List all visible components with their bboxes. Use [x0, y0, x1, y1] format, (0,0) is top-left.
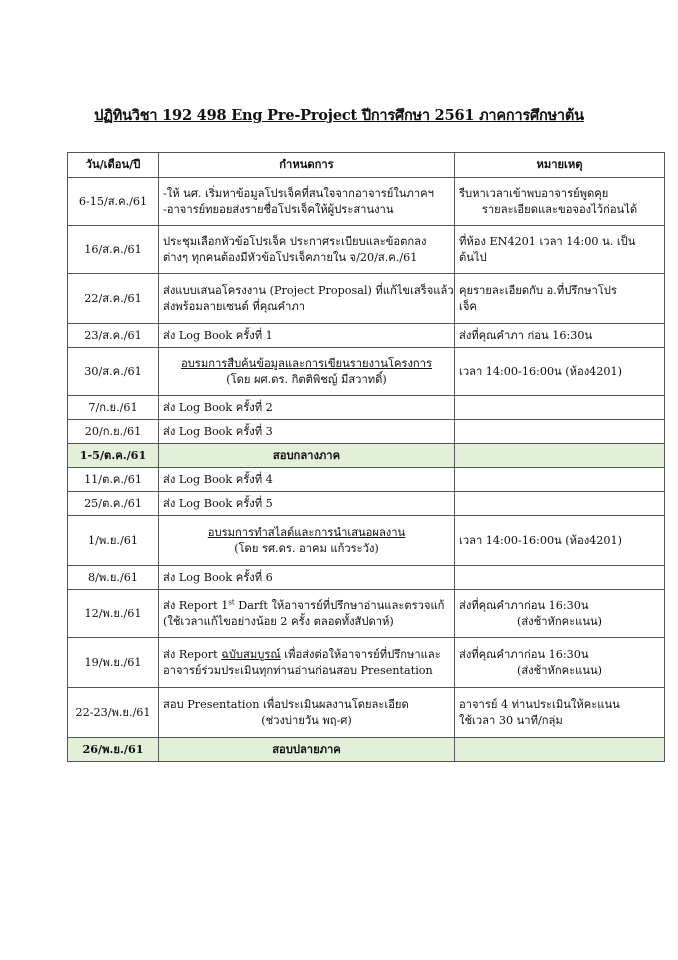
row-note [455, 226, 665, 274]
task-line: ส่ง Log Book ครั้งที่ 5 [163, 496, 273, 510]
row-date: 19/พ.ย./61 [68, 638, 159, 688]
task-line [163, 647, 450, 662]
column-header-date: วัน/เดือน/ปี [68, 153, 159, 178]
note-line: รีบหาเวลาเข้าพบอาจารย์พูดคุย [459, 187, 609, 201]
row-note [455, 492, 665, 516]
row-date: 30/ส.ค./61 [68, 348, 159, 396]
table-row [68, 468, 665, 492]
row-date: 6-15/ส.ค./61 [68, 178, 159, 226]
task-line: (ใช้เวลาแก้ไขอย่างน้อย 2 ครั้ง ตลอดทั้งสัปดาห์) [163, 614, 394, 628]
task-line: -อาจารย์ทยอยส่งรายชื่อโปรเจ็คให้ผู้ประสานงาน [163, 202, 394, 216]
table-row [68, 516, 665, 566]
row-note [455, 590, 665, 638]
row-task [159, 178, 455, 226]
row-date: 12/พ.ย./61 [68, 590, 159, 638]
task-line: ส่งพร้อมลายเซนต์ ที่คุณคำภา [163, 299, 306, 313]
task-line: (ช่วงบ่ายวัน พฤ-ศ) [261, 713, 352, 727]
row-note [455, 178, 665, 226]
table-row [68, 638, 665, 688]
task-superscript: st [228, 598, 235, 607]
table-row [68, 396, 665, 420]
note-line: ที่ห้อง EN4201 เวลา 14:00 น. เป็น [459, 235, 636, 249]
row-task [159, 492, 455, 516]
row-date: 22/ส.ค./61 [68, 274, 159, 324]
note-line: ต้นไป [459, 250, 487, 264]
row-date: 1-5/ต.ค./61 [68, 444, 159, 468]
task-line: ประชุมเลือกหัวข้อโปรเจ็ค ประกาศระเบียบและข้อตกลง [163, 235, 427, 249]
row-date: 11/ต.ค./61 [68, 468, 159, 492]
column-header-task: กำหนดการ [159, 153, 455, 178]
note-line: เจ็ค [459, 299, 477, 313]
table-row [68, 420, 665, 444]
note-line: ส่งที่คุณคำภาก่อน 16:30น [459, 648, 589, 662]
table-row [68, 492, 665, 516]
task-line: (โดย รศ.ดร. อาคม แก้วระวัง) [234, 541, 379, 555]
row-note [455, 638, 665, 688]
task-line: ส่ง Log Book ครั้งที่ 1 [163, 328, 273, 342]
row-task [159, 638, 455, 688]
task-line: ส่ง Log Book ครั้งที่ 4 [163, 472, 273, 486]
note-line: ส่งที่คุณคำภาก่อน 16:30น [459, 599, 589, 613]
table-row [68, 566, 665, 590]
task-line: -ให้ นศ. เริ่มหาข้อมูลโปรเจ็คที่สนใจจากอาจารย์ในภาคฯ [163, 187, 434, 201]
note-line: เวลา 14:00-16:00น (ห้อง4201) [459, 364, 623, 378]
row-note [455, 566, 665, 590]
row-task [159, 226, 455, 274]
row-date: 22-23/พ.ย./61 [68, 688, 159, 738]
task-line: สอบ Presentation เพื่อประเมินผลงานโดยละเอียด [163, 698, 409, 712]
exam-label: สอบกลางภาค [159, 444, 455, 468]
row-date: 7/ก.ย./61 [68, 396, 159, 420]
note-line: (ส่งช้าหักคะแนน) [516, 614, 603, 628]
row-task [159, 566, 455, 590]
note-line: รายละเอียดและขอจองไว้ก่อนได้ [481, 202, 638, 216]
table-row [68, 274, 665, 324]
task-line: ส่งแบบเสนอโครงงาน (Project Proposal) ที่แก้ไขเสร็จแล้ว [163, 284, 454, 298]
task-line: ส่ง Log Book ครั้งที่ 3 [163, 424, 273, 438]
row-date: 8/พ.ย./61 [68, 566, 159, 590]
table-row [68, 226, 665, 274]
task-text: ส่ง Report [163, 648, 222, 662]
row-note [455, 688, 665, 738]
task-line: ส่ง Log Book ครั้งที่ 2 [163, 400, 273, 414]
table-row [68, 324, 665, 348]
row-note [455, 396, 665, 420]
task-line [163, 598, 450, 613]
task-line: ต่างๆ ทุกคนต้องมีหัวข้อโปรเจ็คภายใน จ/20/ส.ค./61 [163, 250, 418, 264]
row-note [455, 420, 665, 444]
note-line: อาจารย์ 4 ท่านประเมินให้คะแนน [459, 698, 620, 712]
note-line: ใช้เวลา 30 นาที/กลุ่ม [459, 713, 563, 727]
row-task [159, 348, 455, 396]
row-date: 25/ต.ค./61 [68, 492, 159, 516]
task-line: อบรมการสืบค้นข้อมูลและการเขียนรายงานโครงการ [180, 357, 432, 371]
row-note [455, 516, 665, 566]
task-text: เพื่อส่งต่อให้อาจารย์ที่ปรึกษาและ [280, 648, 441, 662]
page-title: ปฏิทินวิชา 192 498 Eng Pre-Project ปีการศึกษา 2561 ภาคการศึกษาต้น [94, 107, 584, 124]
table-row [68, 590, 665, 638]
row-task [159, 324, 455, 348]
task-line: (โดย ผศ.ดร. กิตติพิชญ์ มีสวาทดิ์) [226, 372, 387, 386]
note-line: (ส่งช้าหักคะแนน) [516, 663, 603, 677]
task-line: อบรมการทำสไลด์และการนำเสนอผลงาน [207, 526, 406, 540]
row-task [159, 420, 455, 444]
row-note [455, 274, 665, 324]
row-note [455, 468, 665, 492]
row-task [159, 274, 455, 324]
row-note [455, 348, 665, 396]
task-line: อาจารย์ร่วมประเมินทุกท่านอ่านก่อนสอบ Presentation [163, 663, 433, 677]
row-date: 16/ส.ค./61 [68, 226, 159, 274]
row-task [159, 688, 455, 738]
schedule-table [67, 152, 665, 762]
table-row [68, 348, 665, 396]
row-task [159, 468, 455, 492]
row-note [455, 738, 665, 762]
note-line: คุยรายละเอียดกับ อ.ที่ปรึกษาโปร [459, 284, 617, 298]
row-date: 20/ก.ย./61 [68, 420, 159, 444]
row-task [159, 590, 455, 638]
row-date: 26/พ.ย./61 [68, 738, 159, 762]
exam-label: สอบปลายภาค [159, 738, 455, 762]
row-note [455, 444, 665, 468]
row-date: 23/ส.ค./61 [68, 324, 159, 348]
task-text: ส่ง Report 1 [163, 599, 229, 613]
row-date: 1/พ.ย./61 [68, 516, 159, 566]
task-emphasis: ฉบับสมบูรณ์ [221, 648, 281, 662]
table-row [68, 688, 665, 738]
task-line: ส่ง Log Book ครั้งที่ 6 [163, 570, 273, 584]
task-text: Darft ให้อาจารย์ที่ปรึกษาอ่านและตรวจแก้ [234, 599, 445, 613]
note-line: ส่งที่คุณคำภา ก่อน 16:30น [459, 328, 593, 342]
table-row [68, 178, 665, 226]
exam-row [68, 444, 665, 468]
row-task [159, 396, 455, 420]
row-task [159, 516, 455, 566]
table-header-row [68, 153, 665, 178]
exam-row [68, 738, 665, 762]
note-line: เวลา 14:00-16:00น (ห้อง4201) [459, 533, 623, 547]
row-note [455, 324, 665, 348]
column-header-note: หมายเหตุ [455, 153, 665, 178]
